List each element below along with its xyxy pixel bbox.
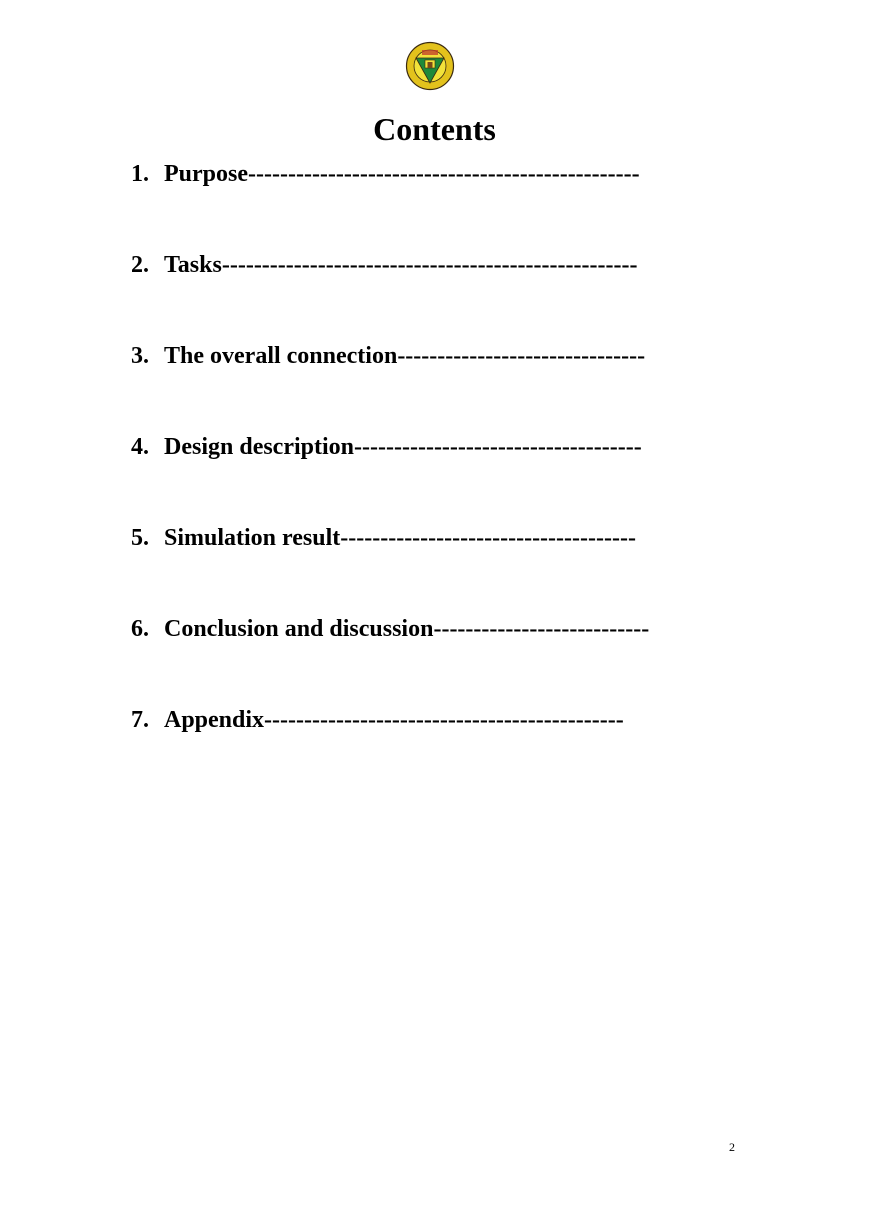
toc-item-number: 7.	[131, 707, 149, 733]
toc-item-conclusion-discussion	[131, 614, 649, 644]
toc-item-number: 4.	[131, 434, 149, 460]
toc-item-overall-connection	[131, 341, 645, 371]
toc-item-leader: ---------------------------	[433, 616, 650, 642]
toc-item-tasks	[131, 250, 637, 280]
toc-item-number: 6.	[131, 616, 149, 642]
toc-item-label: Appendix	[164, 707, 265, 733]
toc-item-leader: -------------------------------------	[340, 525, 636, 551]
toc-item-simulation-result	[131, 523, 636, 553]
toc-item-leader: -------------------------------	[397, 343, 646, 369]
toc-item-label: Conclusion and discussion	[164, 616, 434, 642]
toc-item-label: The overall connection	[164, 343, 398, 369]
toc-item-number: 3.	[131, 343, 149, 369]
toc-item-number: 5.	[131, 525, 149, 551]
page-title: Contents	[373, 111, 496, 147]
toc-item-leader: ----------------------------------------------------	[221, 252, 638, 278]
toc-item-label: Tasks	[164, 252, 222, 278]
toc-item-leader: -------------------------------------------------	[248, 161, 640, 187]
toc-item-leader: ---------------------------------------------	[264, 707, 624, 733]
toc-item-label: Simulation result	[164, 525, 341, 551]
toc-item-number: 1.	[131, 161, 149, 187]
toc-item-number: 2.	[131, 252, 149, 278]
toc-item-leader: ------------------------------------	[354, 434, 642, 460]
toc-item-design-description	[131, 432, 642, 462]
toc-item-label: Purpose	[164, 161, 248, 187]
page-number: 2	[729, 1140, 735, 1154]
university-emblem-icon	[405, 41, 455, 91]
toc-item-purpose	[131, 159, 640, 189]
toc-item-appendix	[131, 705, 624, 735]
toc-item-label: Design description	[164, 434, 355, 460]
